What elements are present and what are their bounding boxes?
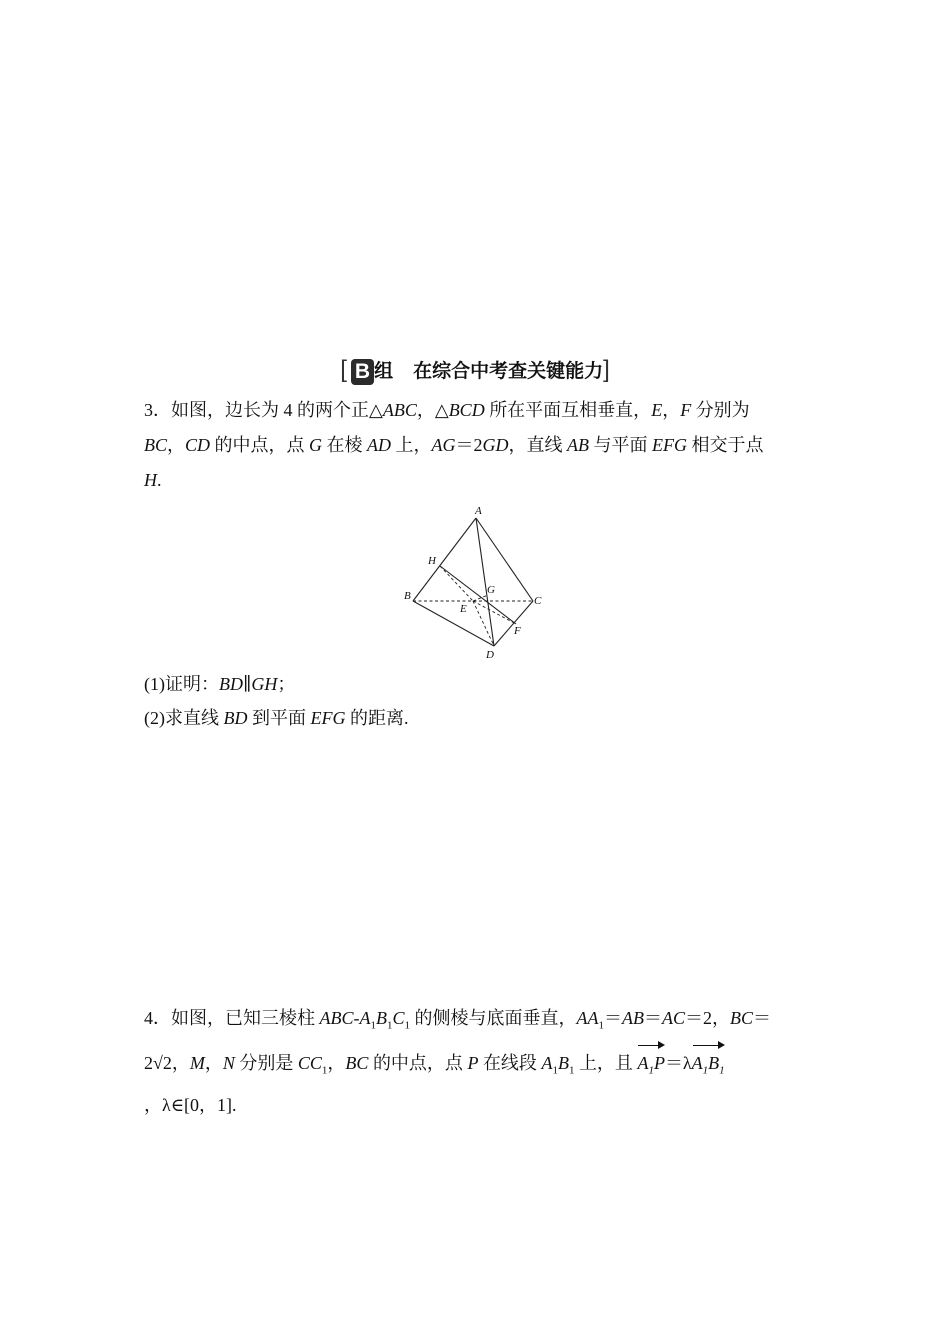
text: ， xyxy=(327,1052,346,1073)
label-H: H xyxy=(428,555,436,567)
math: B xyxy=(708,1052,720,1073)
bracket-left: [ xyxy=(340,356,347,383)
section-title: 在综合中考查关键能力 xyxy=(413,361,604,382)
subscript: 1 xyxy=(702,1064,709,1077)
text: ＝ xyxy=(604,1008,623,1028)
text: 上，且 xyxy=(574,1052,638,1073)
math: AB xyxy=(567,435,590,455)
edge-BD xyxy=(413,601,494,646)
text: ， xyxy=(167,435,186,455)
vector-A1P xyxy=(637,1044,665,1089)
tetrahedron-figure xyxy=(398,500,550,666)
vector-A1B1 xyxy=(692,1044,725,1089)
question-1 xyxy=(144,667,806,702)
math: A xyxy=(637,1052,649,1073)
math: B xyxy=(557,1052,569,1073)
text: 的距离. xyxy=(345,708,409,728)
text: 2√2， xyxy=(144,1052,190,1073)
text: 与平面 xyxy=(589,435,653,455)
math: ABC xyxy=(382,400,417,420)
parallel-symbol: ∥ xyxy=(243,674,252,694)
line-HE xyxy=(440,566,473,601)
math: AA xyxy=(576,1008,599,1028)
label-B: B xyxy=(404,590,411,602)
text: 所在平面互相垂直， xyxy=(484,400,652,420)
math: EFG xyxy=(652,435,688,455)
math: P xyxy=(653,1052,665,1073)
bracket-right: ] xyxy=(603,356,610,383)
edge-AB xyxy=(413,518,476,601)
math: CD xyxy=(185,435,211,455)
text: - xyxy=(353,1008,360,1028)
text: . xyxy=(157,470,162,490)
text: 的侧棱与底面垂直， xyxy=(410,1008,577,1028)
subscript: 1 xyxy=(370,1019,376,1032)
label-D: D xyxy=(486,649,494,661)
math: EFG xyxy=(310,708,346,728)
text: ，△ xyxy=(416,400,449,420)
subscript: 1 xyxy=(568,1064,575,1077)
subscript: 1 xyxy=(648,1064,654,1077)
math: BC xyxy=(730,1008,754,1028)
label-A: A xyxy=(475,505,482,517)
text: 分别为 xyxy=(691,400,750,420)
math: CC xyxy=(297,1052,322,1073)
math: AD xyxy=(367,435,392,455)
text: ＝2， xyxy=(685,1008,731,1028)
section-header xyxy=(0,356,950,385)
math: F xyxy=(680,400,692,420)
text: (2)求直线 xyxy=(144,708,224,728)
math: A xyxy=(359,1008,371,1028)
problem-3-text xyxy=(144,393,806,498)
problem-number: 3． xyxy=(144,400,171,420)
math: E xyxy=(651,400,663,420)
text: 如图，边长为 4 的两个正△ xyxy=(171,400,383,420)
math: AB xyxy=(622,1008,645,1028)
edge-CD xyxy=(494,601,533,646)
math: H xyxy=(144,470,157,490)
text: ＝2 xyxy=(455,435,483,455)
math: G xyxy=(309,435,323,455)
line-EF xyxy=(473,601,516,624)
text: 在棱 xyxy=(322,435,368,455)
text: 的中点，点 xyxy=(210,435,310,455)
line-EG xyxy=(473,595,488,601)
label-E: E xyxy=(460,603,467,615)
text: 分别是 xyxy=(234,1052,298,1073)
subscript: 1 xyxy=(321,1064,328,1077)
math: P xyxy=(467,1052,479,1073)
subscript: 1 xyxy=(719,1064,725,1077)
subscript: 1 xyxy=(598,1019,605,1032)
subscript: 1 xyxy=(552,1064,558,1077)
math: BD xyxy=(223,708,248,728)
math: AC xyxy=(662,1008,686,1028)
math: BCD xyxy=(448,400,485,420)
math: A xyxy=(541,1052,553,1073)
problem-number: 4． xyxy=(144,1008,171,1028)
math: ABC xyxy=(319,1008,354,1028)
text: ，直线 xyxy=(508,435,568,455)
math: BD xyxy=(219,674,243,694)
text: 在线段 xyxy=(478,1052,542,1073)
math: C xyxy=(392,1008,405,1028)
text: 上， xyxy=(391,435,432,455)
label-C: C xyxy=(534,595,542,607)
text: 相交于点 xyxy=(687,435,764,455)
text: ＝λ xyxy=(664,1052,692,1073)
text: ＝ xyxy=(644,1008,663,1028)
math: M xyxy=(189,1052,205,1073)
text: ， xyxy=(662,400,681,420)
math: BC xyxy=(144,435,168,455)
subscript: 1 xyxy=(404,1019,411,1032)
math: GH xyxy=(251,674,278,694)
math: B xyxy=(376,1008,387,1028)
label-G: G xyxy=(487,584,495,596)
question-2 xyxy=(144,701,806,736)
text: 到平面 xyxy=(247,708,311,728)
text: ， xyxy=(204,1052,223,1073)
edge-AC xyxy=(476,518,533,601)
line-HF xyxy=(440,566,516,624)
label-F: F xyxy=(514,625,521,637)
text: (1)证明： xyxy=(144,674,219,694)
math: BC xyxy=(345,1052,369,1073)
problem-4-text xyxy=(144,1001,806,1123)
math: GD xyxy=(482,435,509,455)
math: N xyxy=(222,1052,235,1073)
text: 的中点，点 xyxy=(368,1052,468,1073)
math: AG xyxy=(431,435,456,455)
group-label: 组 xyxy=(374,361,394,382)
text: 如图，已知三棱柱 xyxy=(171,1008,320,1028)
text: ； xyxy=(277,674,296,694)
text: ＝ xyxy=(753,1008,772,1028)
group-badge: B xyxy=(351,359,374,385)
subscript: 1 xyxy=(387,1019,393,1032)
text: ，λ∈[0，1]. xyxy=(144,1095,237,1116)
math: A xyxy=(691,1052,703,1073)
